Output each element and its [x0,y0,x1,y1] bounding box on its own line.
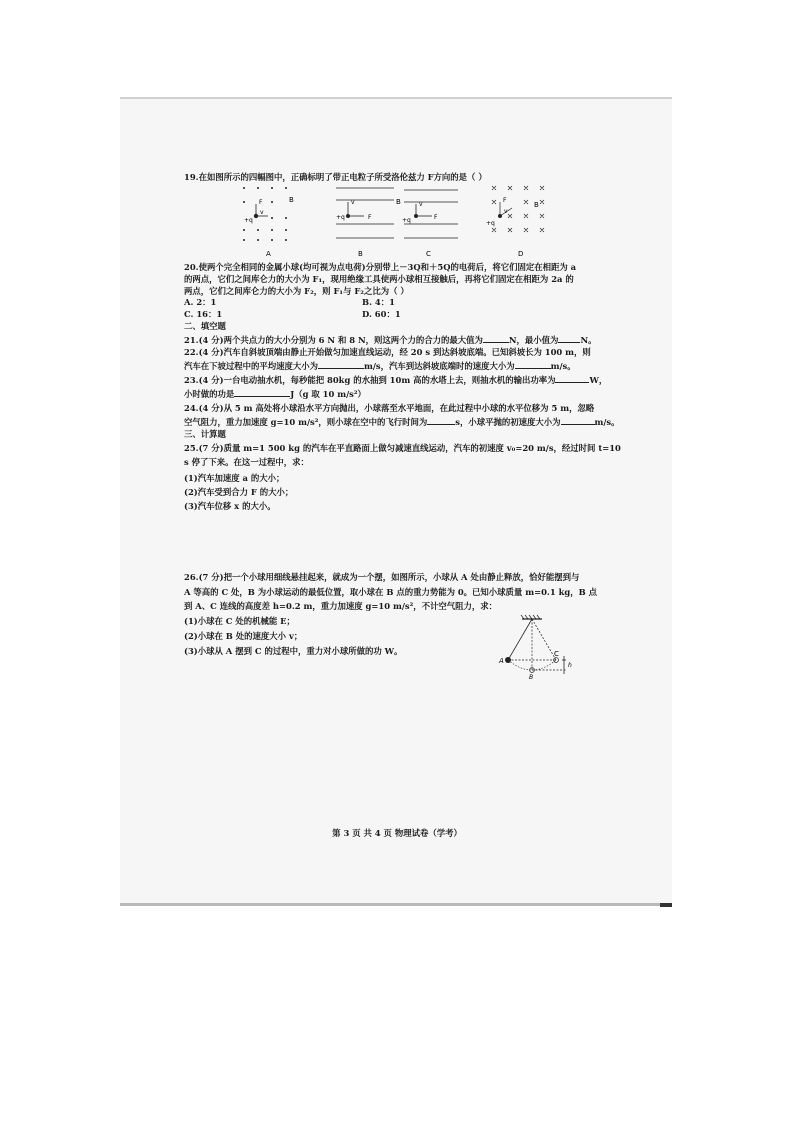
q25-item-3: (3)汽车位移 x 的大小。 [184,501,276,511]
q19-b-q: +q [336,214,345,221]
pendulum-label-h: h [568,662,572,669]
q24-text-c: m/s。 [594,417,620,427]
q24-blank-velocity[interactable] [561,416,595,425]
q21-text-b: N，最小值为 [508,335,559,345]
q23-text-c: 小时做的功是 [184,389,235,399]
q22-blank-avg[interactable] [318,360,364,369]
q19-c-f: F [434,214,438,221]
section-calc-heading: 三、计算题 [184,429,226,439]
q19-b-v: v [351,199,355,206]
q20-line2: 的两点，它们之间库仑力的大小为 F₁，现用绝缘工具使两小球相互接触后，再将它们固定在相距为 2a 的 [184,274,574,284]
q19-a-v: v [260,209,264,216]
q24-text-b: s，小球平抛的初速度大小为 [455,417,561,427]
scan-mark [660,903,672,907]
q23-blank-power[interactable] [555,374,589,383]
scan-edge [120,903,672,906]
scan-edge [120,97,672,99]
q19-c-charge [414,214,418,218]
q19-b-f: F [368,214,372,221]
q20-line3: 两点，它们之间库仑力的大小为 F₂，则 F₁与 F₂之比为（ ） [184,286,409,296]
q21-text-a: 21.(4 分)两个共点力的大小分别为 6 N 和 8 N，则这两个力的合力的最大值为 [184,335,483,345]
q20-option-d: D. 60：1 [362,309,401,319]
q24-line1: 24.(4 分)从 5 m 高处将小球沿水平方向抛出，小球落至水平地面，在此过程中小球的水平位移为 5 m，忽略 [184,403,595,413]
q22-text-a: 汽车在下坡过程中的平均速度大小为 [184,361,318,371]
q19-label-b: B [358,250,363,258]
q19-a-q: +q [244,217,253,224]
pendulum-ball-a [505,657,511,663]
q26-line1: 26.(7 分)把一个小球用细线悬挂起来，就成为一个摆，如图所示，小球从 A 处由静止释放，恰好能摆到与 [184,572,580,582]
q22-text-b: m/s，汽车到达斜坡底端时的速度大小为 [364,361,515,371]
q26-line3: 到 A、C 连线的高度差 h=0.2 m，重力加速度 g=10 m/s²，不计空气阻力，求： [184,601,498,611]
q26-item-1: (1)小球在 C 处的机械能 E； [184,616,295,626]
q19-c-q: +q [402,217,411,224]
page-footer: 第 3 页 共 4 页 物理试卷（学考） [332,828,462,838]
q19-label-c: C [426,250,431,258]
q21-blank-min[interactable] [558,334,580,343]
pendulum-string-c [532,619,556,660]
q25-item-1: (1)汽车加速度 a 的大小； [184,473,285,483]
q25-item-2: (2)汽车受到合力 F 的大小； [184,487,294,497]
q24-line2 [184,416,620,428]
q19-figure-d [492,186,544,232]
q23-line2 [184,388,366,400]
q20-option-a: A. 2：1 [184,297,217,307]
q19-stem: 19.在如图所示的四幅图中，正确标明了带正电粒子所受洛伦兹力 F方向的是（ ） [184,172,487,182]
q19-label-a: A [266,250,271,258]
q24-text-a: 空气阻力，重力加速度 g=10 m/s²，则小球在空中的飞行时间为 [184,417,428,427]
q23-text-d: J（g 取 10 m/s²） [290,389,366,399]
q19-a-f: F [259,199,263,206]
q19-d-f: F [503,197,507,204]
q22-line2 [184,360,576,372]
q19-c-v: v [419,201,423,208]
section-fill-in-heading: 二、填空题 [184,321,226,331]
q22-text-c: m/s。 [550,361,576,371]
q23-text-a: 23.(4 分)一台电动抽水机，每秒能把 80kg 的水抽到 10m 高的水塔上去，则抽水机的输出功率为 [184,375,556,385]
q19-figure-c [404,190,458,238]
q19-d-q: +q [486,220,495,227]
q19-d-v: v [504,208,508,215]
q20-option-c: C. 16：1 [184,309,223,319]
q19-label-d: D [518,250,524,258]
q22-blank-final[interactable] [515,360,551,369]
q26-line2: A 等高的 C 处，B 为小球运动的最低位置，取小球在 B 点的重力势能为 0。已知小球质量 m=0.1 kg，B 点 [184,587,597,597]
pendulum-string-a [508,619,532,660]
q20-option-b: B. 4：1 [362,297,395,307]
q21-line [184,334,596,346]
q19-d-b: B [534,201,539,209]
q19-figure-b [336,188,394,238]
q20-line1: 20.使两个完全相同的金属小球(均可视为点电荷)分别带上－3Q和＋5Q的电荷后，将它们固定在相距为 a [184,262,577,272]
q19-b-b: B [396,198,401,206]
q23-line1 [184,374,607,386]
pendulum-diagram [496,614,578,680]
pendulum-label-b: B [529,674,534,680]
q26-item-2: (2)小球在 B 处的速度大小 v； [184,631,303,641]
q25-line2: s 停了下来。在这一过程中，求： [184,457,309,467]
q23-blank-work[interactable] [234,388,290,397]
q19-b-charge [346,214,350,218]
q19-figures [236,182,566,260]
q21-text-c: N。 [580,335,597,345]
pendulum-label-c: C [554,650,559,658]
q25-line1: 25.(7 分)质量 m=1 500 kg 的汽车在平直路面上做匀减速直线运动，汽车的初速度 v₀=20 m/s，经过时间 t=10 [184,443,621,453]
q19-a-b: B [289,196,294,204]
pendulum-label-a: A [499,657,504,665]
q26-item-3: (3)小球从 A 摆到 C 的过程中，重力对小球所做的功 W。 [184,646,403,656]
q24-blank-time[interactable] [427,416,455,425]
q19-d-charge [498,214,502,218]
q21-blank-max[interactable] [483,334,509,343]
q23-text-b: W， [589,375,608,385]
q22-line1: 22.(4 分)汽车自斜坡顶端由静止开始做匀加速直线运动，经 20 s 到达斜坡底端。已知斜坡长为 100 m，则 [184,347,591,357]
q19-figure-a [243,187,287,241]
